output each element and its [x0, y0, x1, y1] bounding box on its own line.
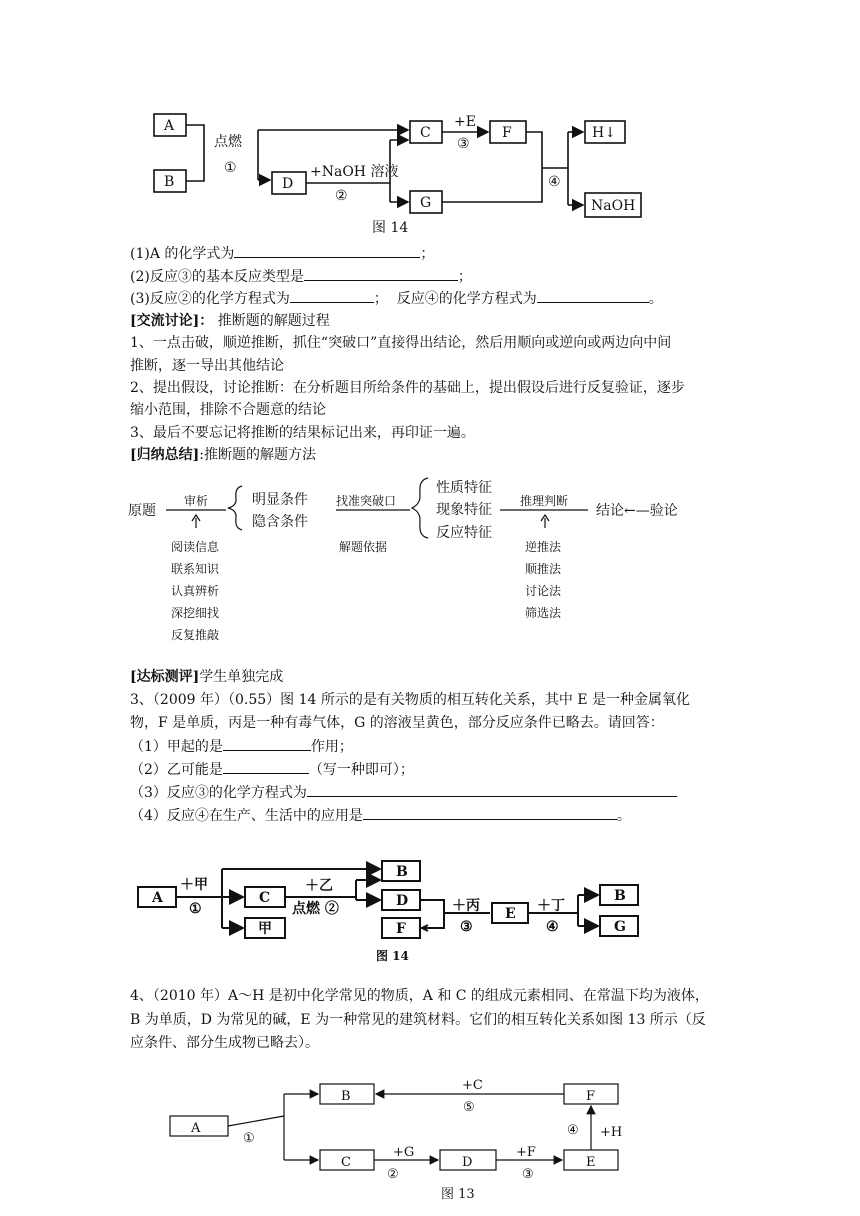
box-C-label: C	[420, 125, 431, 141]
figure-1-caption: 图 14	[372, 220, 409, 236]
label-r4: ④	[546, 919, 559, 935]
col1-item: 反复推敲	[171, 628, 220, 642]
discussion-heading-label: [交流讨论]：	[130, 313, 214, 329]
label-r3: ③	[522, 1167, 534, 1182]
label-plusF: +F	[516, 1145, 536, 1160]
discussion-p2a: 2、提出假设，讨论推断：在分析题目所给条件的基础上，提出假设后进行反复验证，逐步	[130, 380, 685, 396]
assessment-heading-label: [达标测评]	[130, 669, 200, 685]
summary-heading-text: :推断题的解题方法	[199, 447, 316, 463]
box-D-label: D	[282, 176, 294, 192]
label-plusE: +E	[454, 114, 476, 130]
jielun: 结论←—验论	[596, 503, 678, 519]
figure-3-caption: 图 13	[441, 1187, 475, 1202]
col1-item: 认真辨析	[171, 584, 220, 598]
label-naoh: +NaOH 溶液	[310, 164, 399, 180]
mingxian: 明显条件	[252, 492, 308, 508]
box-jia-label: 甲	[258, 921, 272, 937]
col1-item: 深挖细找	[171, 606, 220, 620]
label-plusYi: ＋乙	[305, 878, 333, 894]
q4-line-c: 应条件、部分生成物已略去）。	[130, 1035, 319, 1051]
assessment-heading-text: 学生单独完成	[199, 669, 284, 685]
box-C-label: C	[341, 1155, 351, 1170]
label-r5: ⑤	[463, 1100, 475, 1115]
q4-line-b: B 为单质，D 为常见的碱，E 为一种常见的建筑材料。它们的相互转化关系如图 13 所示（反	[130, 1012, 706, 1028]
label-r1: ①	[243, 1131, 255, 1146]
q1-item-2-text: (2)反应③的基本反应类型是	[130, 269, 304, 285]
period: 。	[648, 291, 663, 307]
box-B1-label: B	[396, 864, 408, 880]
box-E-label: E	[586, 1155, 596, 1170]
q4-line-a: 4、（2010 年）A～H 是初中化学常见的物质，A 和 C 的组成元素相同、在常温下均为液体，	[130, 988, 709, 1004]
q3-sub-1-text: （1）甲起的是	[130, 739, 223, 755]
label-r2: ②	[387, 1167, 399, 1182]
box-D-label: D	[462, 1155, 473, 1170]
box-C-label: C	[259, 890, 271, 906]
label-plusH: +H	[600, 1125, 623, 1140]
box-F-label: F	[396, 921, 406, 937]
label-plusJia: ＋甲	[180, 877, 208, 893]
label-plusDing: ＋丁	[537, 898, 565, 914]
box-A-label: A	[152, 890, 163, 906]
box-G-label: G	[614, 919, 626, 935]
q3-sub-1-tail: 作用；	[310, 739, 353, 755]
summary-heading-label: [归纳总结]	[130, 447, 200, 463]
label-plusG: +G	[393, 1145, 415, 1160]
q1-item-3-text: (3)反应②的化学方程式为	[130, 291, 290, 307]
label-r1: ①	[189, 901, 202, 917]
label-r3: ③	[460, 919, 473, 935]
box-F-label: F	[502, 125, 512, 141]
col3-item: 筛选法	[525, 606, 562, 620]
label-plusBing: ＋丙	[452, 898, 480, 914]
box-B2-label: B	[614, 888, 626, 904]
box-G-label: G	[420, 195, 432, 211]
box-E-label: E	[505, 906, 516, 922]
tuili: 推理判断	[520, 494, 569, 508]
discussion-p2b: 缩小范围，排除不合题意的结论	[130, 402, 326, 418]
col2-item: 解题依据	[339, 540, 388, 554]
yinhan: 隐含条件	[252, 514, 308, 530]
box-A-label: A	[191, 1121, 201, 1136]
zhaozhun: 找准突破口	[336, 494, 397, 508]
box-NaOH-label: NaOH	[591, 198, 636, 214]
xingzhi: 性质特征	[436, 480, 492, 496]
label-r4: ④	[567, 1123, 579, 1138]
box-H-label: H↓	[592, 125, 616, 141]
discussion-p1a: 1、一点击破，顺逆推断，抓住“突破口”直接得出结论，然后用顺向或逆向或两边向中间	[130, 335, 672, 351]
box-B-label: B	[164, 174, 175, 190]
semicolon: ；	[457, 269, 472, 285]
box-B-label: B	[341, 1089, 351, 1104]
semicolon: ；	[373, 291, 388, 307]
discussion-heading-text: 推断题的解题过程	[213, 313, 330, 329]
col3-item: 逆推法	[525, 540, 562, 554]
figure-2-caption: 图 14	[376, 949, 409, 963]
discussion-p3: 3、最后不要忘记将推断的结果标记出来，再印证一遍。	[130, 425, 475, 441]
discussion-p1b: 推断，逐一导出其他结论	[130, 358, 284, 374]
q3-sub-2-tail: （写一种即可）；	[308, 762, 414, 778]
q3-sub-2-text: （2）乙可能是	[130, 762, 223, 778]
fanying: 反应特征	[436, 525, 492, 541]
box-D-label: D	[396, 893, 409, 909]
col3-item: 顺推法	[525, 562, 562, 576]
q3-sub-3-text: （3）反应③的化学方程式为	[130, 785, 307, 801]
col1-item: 阅读信息	[171, 540, 220, 554]
label-plusC: +C	[462, 1078, 483, 1093]
label-r1: ①	[224, 160, 237, 176]
box-F-label: F	[586, 1089, 596, 1104]
q1-item-1-text: (1)A 的化学式为	[130, 246, 235, 262]
q3-sub-4-text: （4）反应④在生产、生活中的应用是	[130, 808, 363, 824]
label-r2: ②	[335, 188, 348, 204]
box-A-label: A	[164, 118, 175, 134]
shenxi: 审析	[184, 494, 209, 508]
period: 。	[616, 808, 631, 824]
label-dianran: 点燃 ②	[292, 901, 339, 917]
q3-line-b: 物，F 是单质，丙是一种有毒气体，G 的溶液呈黄色，部分反应条件已略去。请回答：	[130, 715, 664, 731]
label-r3: ③	[457, 136, 470, 152]
col3-item: 讨论法	[525, 584, 562, 598]
col1-item: 联系知识	[171, 562, 220, 576]
q1-item-4-text: 反应④的化学方程式为	[396, 291, 537, 307]
yuanti: 原题	[128, 503, 156, 519]
label-dianran: 点燃	[214, 134, 242, 150]
xianxiang: 现象特征	[436, 502, 492, 518]
semicolon: ；	[420, 246, 435, 262]
q3-line-a: 3、（2009 年）（0.55）图 14 所示的是有关物质的相互转化关系，其中 E 是一种金属氧化	[130, 692, 690, 708]
label-r4: ④	[548, 174, 561, 190]
